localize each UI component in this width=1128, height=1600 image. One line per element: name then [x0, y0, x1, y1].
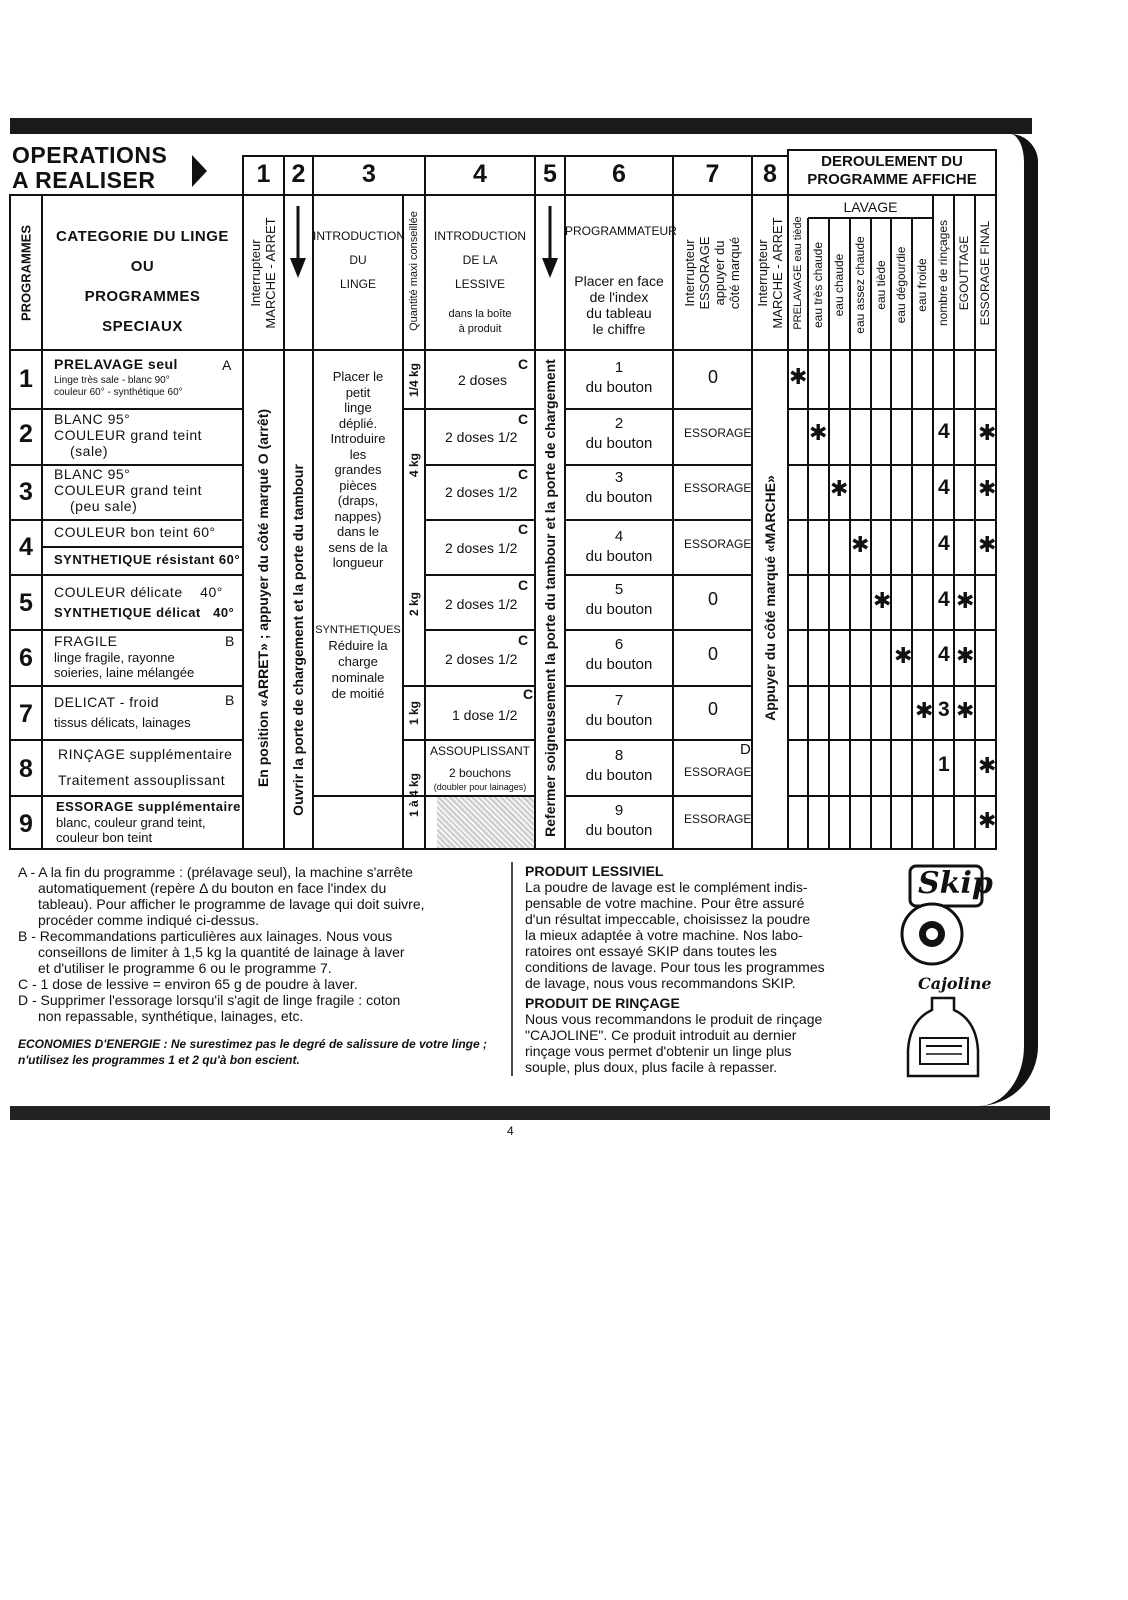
row-5-rinse: 4 [938, 588, 950, 611]
programmes-label: PROGRAMMES [18, 224, 34, 322]
instruction-col5: Refermer soigneusement la porte du tambour et la porte de chargement [542, 359, 558, 837]
col1-header-line-1: Interrupteur [248, 239, 263, 307]
row-8-dose [425, 744, 535, 794]
col3-text-line: sens de la [328, 539, 388, 555]
row-4-star: ✱ [851, 532, 870, 557]
note-b-line: B - Recommandations particulières aux lainages. Nous vous [18, 928, 393, 944]
deroulement-header [788, 153, 996, 189]
row-7-sub: tissus délicats, lainages [54, 715, 191, 730]
produit-text-line: la mieux adaptée à votre machine. Nos labo- [525, 927, 803, 943]
display-egouttage: EGOUTTAGE [957, 235, 971, 311]
col3-header-line-1: INTRODUCTION [313, 229, 405, 243]
row-5-prog-num: 5 [614, 581, 624, 598]
display-essorage-final: ESSORAGE FINAL [978, 220, 992, 326]
produit-text2-line: souple, plus doux, plus facile à repasser. [525, 1059, 778, 1075]
row-4-c: C [518, 521, 529, 537]
row-8-prog-num: 8 [614, 747, 624, 764]
note-a-line: tableau). Pour afficher le programme de lavage qui doit suivre, [38, 896, 425, 912]
note-a-line: automatiquement (repère Δ du bouton en face l'index du [38, 880, 387, 896]
categorie-line-4: SPECIAUX [102, 318, 183, 335]
row-9-prog-label: du bouton [585, 822, 653, 839]
row-6-star-egouttage: ✱ [956, 643, 975, 668]
row-4-prog-num: 4 [614, 528, 624, 545]
col4-header [425, 224, 535, 296]
row-6-title: FRAGILE [54, 633, 118, 649]
row-8-d: D [740, 741, 751, 758]
row-4-number: 4 [19, 533, 33, 561]
col3-text-line: petit [345, 384, 371, 400]
row-6-essorage: 0 [708, 644, 719, 664]
produit-text-line: La poudre de lavage est le complément indis- [525, 879, 808, 895]
row-2-c: C [518, 411, 529, 427]
col3-text-line: (draps, [337, 493, 379, 508]
row-7-prog-label: du bouton [585, 712, 653, 729]
row-3-sub: (peu sale) [70, 498, 138, 514]
row-9-sub: blanc, couleur grand teint, [56, 815, 206, 830]
row-8-dose-line3: (doubler pour lainages) [433, 782, 527, 792]
col3-synth-line: SYNTHETIQUES [315, 624, 401, 636]
col6-header [565, 273, 673, 337]
row-4-dose: 2 doses 1/2 [445, 540, 518, 556]
col3-text-line: déplié. [338, 415, 378, 431]
row-7-title: DELICAT - froid [54, 694, 160, 710]
note-b-line: conseillons de limiter à 1,5 kg la quantité de lainage à laver [38, 944, 405, 960]
row-1-title: PRELAVAGE seul [54, 356, 178, 372]
col7-line-4: côté marqué [727, 236, 742, 310]
quantity-rows5-6: 2 kg [407, 591, 421, 617]
step-3: 3 [362, 160, 376, 188]
row-7-prog-num: 7 [614, 692, 624, 709]
title-line-1: OPERATIONS [12, 142, 168, 168]
categorie-line-3: PROGRAMMES [84, 288, 201, 305]
col4-header-line-2: DE LA [462, 253, 498, 267]
note-a-line: procéder comme indiqué ci-dessus. [38, 912, 259, 928]
produit-text-line: pensable de votre machine. Pour être assuré [525, 895, 805, 911]
produit-text-line: d'un résultat impeccable, choisissez la poudre [525, 911, 811, 927]
row-4-rinse: 4 [938, 532, 950, 555]
col4-header-line-1: INTRODUCTION [434, 229, 526, 243]
col8-line-2: MARCHE - ARRET [770, 217, 785, 329]
step-8: 8 [763, 160, 777, 188]
row-5-dose: 2 doses 1/2 [445, 596, 518, 612]
quantity-row1: 1/4 kg [407, 362, 421, 398]
row-3-essorage: ESSORAGE [684, 481, 752, 495]
col7-line-2: ESSORAGE [697, 236, 712, 310]
row-2-star-final: ✱ [978, 420, 997, 445]
col3-text-line: Placer le [332, 369, 384, 384]
quantite-header: Quantité maxi conseillée [408, 211, 420, 331]
row-9-prog [565, 801, 673, 841]
row-4-star-final: ✱ [978, 532, 997, 557]
produit-text-line: ratoires ont essayé SKIP dans toutes les [525, 943, 777, 959]
col1-header-line-2: MARCHE - ARRET [263, 217, 278, 329]
row-6-dose: 2 doses 1/2 [445, 651, 518, 667]
row-8-dose-line1: ASSOUPLISSANT [429, 744, 531, 758]
deroulement-line-1: DEROULEMENT DU [821, 153, 963, 170]
row-3-rinse: 4 [938, 476, 950, 499]
display-froide: eau froide [915, 258, 929, 312]
row-1-star-prelavage: ✱ [789, 364, 808, 389]
row-1-prog [565, 358, 673, 398]
col6-line-4: le chiffre [592, 321, 646, 337]
row-2-prog-num: 2 [614, 415, 624, 432]
row-2-dose: 2 doses 1/2 [445, 429, 518, 445]
row-7-dose: 1 dose 1/2 [452, 707, 518, 723]
display-assez-chaude: eau assez chaude [853, 236, 867, 334]
hatched-cell [437, 797, 534, 848]
categorie-line-1: CATEGORIE DU LINGE [56, 228, 229, 245]
col3-text [313, 369, 403, 571]
col8-header [755, 217, 785, 328]
row-9-star-final: ✱ [978, 808, 997, 833]
row-4-title2: SYNTHETIQUE résistant 60° [54, 552, 241, 567]
produit-text2-line: rinçage vous permet d'obtenir un linge plus [525, 1043, 792, 1059]
quantity-rows2-4: 4 kg [407, 452, 421, 478]
col3-header-line-3: LINGE [339, 277, 376, 291]
col3-header-line-2: DU [349, 253, 367, 267]
row-3-star: ✱ [830, 476, 849, 501]
row-7-mark: B [225, 692, 235, 708]
row-1-number: 1 [19, 365, 33, 393]
row-6-prog-label: du bouton [585, 656, 653, 673]
row-3-dose: 2 doses 1/2 [445, 484, 518, 500]
step-2: 2 [291, 160, 306, 188]
row-5-title: COULEUR délicate 40° [54, 584, 223, 600]
row-3-prog-label: du bouton [585, 489, 653, 506]
row-4-essorage: ESSORAGE [684, 537, 752, 551]
row-2-prog-label: du bouton [585, 435, 653, 452]
page-number: 4 [507, 1124, 514, 1138]
skip-logo-text: Skip [918, 866, 993, 901]
col8-line-1: Interrupteur [755, 239, 770, 307]
produit-text2-line: "CAJOLINE". Ce produit introduit au dernier [525, 1027, 797, 1043]
row-2-number: 2 [19, 420, 33, 448]
row-4-title: COULEUR bon teint 60° [54, 524, 216, 540]
row-2-rinse: 4 [938, 420, 950, 443]
col7-header [682, 237, 742, 310]
row-2-title: BLANC 95° [54, 411, 131, 427]
produit-lessiviel-title: PRODUIT LESSIVIEL [525, 863, 664, 879]
row-3-star-final: ✱ [978, 476, 997, 501]
row-1-sub: Linge très sale - blanc 90° [54, 375, 170, 386]
col3-text-line: grandes [334, 462, 382, 477]
lavage-label: LAVAGE [843, 199, 898, 215]
row-5-star: ✱ [873, 588, 892, 613]
row-8-prog [565, 746, 673, 786]
row-2-sub: (sale) [70, 443, 109, 459]
produit-text-line: de lavage, nous vous recommandons SKIP. [525, 975, 796, 991]
row-9-essorage: ESSORAGE [684, 812, 752, 826]
note-d-line: D - Supprimer l'essorage lorsqu'il s'agit de linge fragile : coton [18, 992, 401, 1008]
col3-synth-line: Réduire la [328, 638, 388, 653]
quantity-rows8-9: 1 à 4 kg [407, 772, 421, 818]
instruction-col1: En position «ARRET» ; appuyer du côté marqué O (arrêt) [255, 408, 271, 788]
display-prelavage: PRELAVAGE eau tiède [792, 216, 804, 330]
produit-text-line: conditions de lavage. Pour tous les programmes [525, 959, 825, 975]
categorie-header [42, 222, 243, 342]
display-degourdie: eau dégourdie [894, 246, 908, 324]
row-6-sub2: soieries, laine mélangée [54, 665, 195, 680]
row-1-dose: 2 doses [458, 372, 508, 388]
row-9-number: 9 [19, 810, 33, 838]
step-6: 6 [612, 160, 626, 188]
col3-text-line: longueur [332, 555, 384, 570]
row-2-essorage: ESSORAGE [684, 426, 752, 440]
row-1-essorage: 0 [708, 367, 719, 387]
note-a-line: A - A la fin du programme : (prélavage seul), la machine s'arrête [18, 864, 413, 880]
row-2-prog [565, 414, 673, 454]
row-5-c: C [518, 577, 529, 593]
step-5: 5 [543, 160, 557, 188]
row-7-essorage: 0 [708, 699, 719, 719]
row-5-star-egouttage: ✱ [956, 588, 975, 613]
row-3-c: C [518, 466, 529, 482]
row-8-dose-line2: 2 bouchons [448, 766, 512, 780]
row-1-prog-label: du bouton [585, 379, 653, 396]
row-6-mark: B [225, 633, 235, 649]
produit-rincage-title: PRODUIT DE RINÇAGE [525, 995, 680, 1011]
col6-line-2: de l'index [589, 289, 649, 305]
row-7-star-egouttage: ✱ [956, 698, 975, 723]
row-8-rinse: 1 [938, 753, 950, 776]
row-5-essorage: 0 [708, 589, 719, 609]
row-3-number: 3 [19, 478, 33, 506]
row-2-star: ✱ [809, 420, 828, 445]
deroulement-line-2: PROGRAMME AFFICHE [807, 171, 977, 188]
row-8-number: 8 [19, 755, 33, 783]
row-7-prog [565, 691, 673, 731]
display-tres-chaude: eau très chaude [811, 241, 825, 329]
row-6-c: C [518, 632, 529, 648]
row-6-rinse: 4 [938, 643, 950, 666]
col4-sub-line-2: à produit [458, 323, 502, 335]
row-9-prog-num: 9 [614, 802, 624, 819]
step-4: 4 [473, 160, 487, 188]
eco-note-line1: ECONOMIES D'ENERGIE : Ne surestimez pas le degré de salissure de votre linge ; [18, 1037, 487, 1051]
col3-text-line: Introduire [330, 431, 386, 446]
row-3-title: BLANC 95° [54, 466, 131, 482]
row-9-title: ESSORAGE supplémentaire [56, 799, 241, 814]
row-6-number: 6 [19, 644, 33, 672]
col3-text-line: linge [344, 400, 372, 415]
col3-text-line: les [349, 446, 367, 462]
row-8-title2: Traitement assouplissant [58, 772, 226, 788]
col3-synth-line: de moitié [331, 686, 385, 701]
row-8-star-final: ✱ [978, 753, 997, 778]
display-tiede: eau tiède [874, 260, 888, 310]
col6-line-1: Placer en face [574, 273, 664, 289]
row-6-prog [565, 635, 673, 675]
row-4-prog [565, 527, 673, 567]
row-3-title2: COULEUR grand teint [54, 482, 203, 498]
col7-line-1: Interrupteur [682, 239, 697, 307]
row-6-sub: linge fragile, rayonne [54, 650, 175, 665]
row-1-prog-num: 1 [614, 359, 624, 376]
instruction-col8: Appuyer du côté marqué «MARCHE» [762, 475, 778, 721]
row-9-sub2: couleur bon teint [56, 830, 153, 845]
col4-sub-line-1: dans la boîte [448, 308, 512, 320]
row-7-star: ✱ [915, 698, 934, 723]
col3-synth-line: charge [338, 654, 378, 669]
col3-synth-line: nominale [331, 670, 385, 685]
display-chaude: eau chaude [832, 253, 846, 317]
display-rincages: nombre de rinçages [936, 219, 950, 327]
row-6-star: ✱ [894, 643, 913, 668]
quantity-row7: 1 kg [407, 700, 421, 726]
col3-header [313, 224, 403, 296]
col3-text-line: nappes) [334, 508, 382, 524]
step-7: 7 [705, 160, 720, 188]
col6-title: PROGRAMMATEUR [565, 224, 677, 238]
row-8-title: RINÇAGE supplémentaire [58, 746, 233, 762]
produit-text2-line: Nous vous recommandons le produit de rinçage [525, 1011, 823, 1027]
row-7-number: 7 [19, 700, 33, 728]
note-b-line: et d'utiliser le programme 6 ou le programme 7. [38, 960, 332, 976]
col3-text-line: dans le [337, 524, 379, 539]
col6-line-3: du tableau [586, 305, 652, 321]
row-5-prog-label: du bouton [585, 601, 653, 618]
instruction-col2: Ouvrir la porte de chargement et la porte du tambour [290, 464, 306, 816]
row-6-prog-num: 6 [614, 636, 624, 653]
step-1: 1 [256, 160, 271, 188]
col3-synthetiques [313, 622, 403, 702]
row-5-number: 5 [19, 589, 33, 617]
note-c: C - 1 dose de lessive = environ 65 g de poudre à laver. [18, 976, 358, 992]
produit-block [525, 863, 870, 1075]
row-3-prog-num: 3 [614, 469, 624, 486]
row-8-essorage: ESSORAGE [684, 765, 752, 779]
categorie-line-2: OU [130, 258, 155, 275]
title-line-2: A REALISER [12, 167, 156, 193]
col3-text-line: pièces [339, 477, 377, 493]
row-5-title2: SYNTHETIQUE délicat 40° [54, 605, 235, 620]
row-1-mark: A [222, 357, 232, 373]
cajoline-bottle-icon [900, 994, 990, 1084]
cajoline-logo-text: Cajoline [918, 974, 992, 993]
row-4-prog-label: du bouton [585, 548, 653, 565]
col4-subheader [425, 307, 535, 337]
row-3-prog [565, 468, 673, 508]
row-5-prog [565, 580, 673, 620]
notes-block [18, 864, 502, 1068]
col7-line-3: appuyer du [712, 240, 727, 306]
eco-note-line2: n'utilisez les programmes 1 et 2 qu'à bon escient. [18, 1053, 300, 1067]
row-7-c: C [523, 686, 534, 702]
col1-header [248, 217, 278, 328]
col4-header-line-3: LESSIVE [454, 277, 506, 291]
row-2-title2: COULEUR grand teint [54, 427, 203, 443]
row-8-prog-label: du bouton [585, 767, 653, 784]
row-1-sub2: couleur 60° - synthétique 60° [54, 387, 183, 398]
row-1-c: C [518, 356, 529, 372]
note-d-line: non repassable, synthétique, lainages, etc. [38, 1008, 304, 1024]
row-7-rinse: 3 [938, 698, 950, 721]
